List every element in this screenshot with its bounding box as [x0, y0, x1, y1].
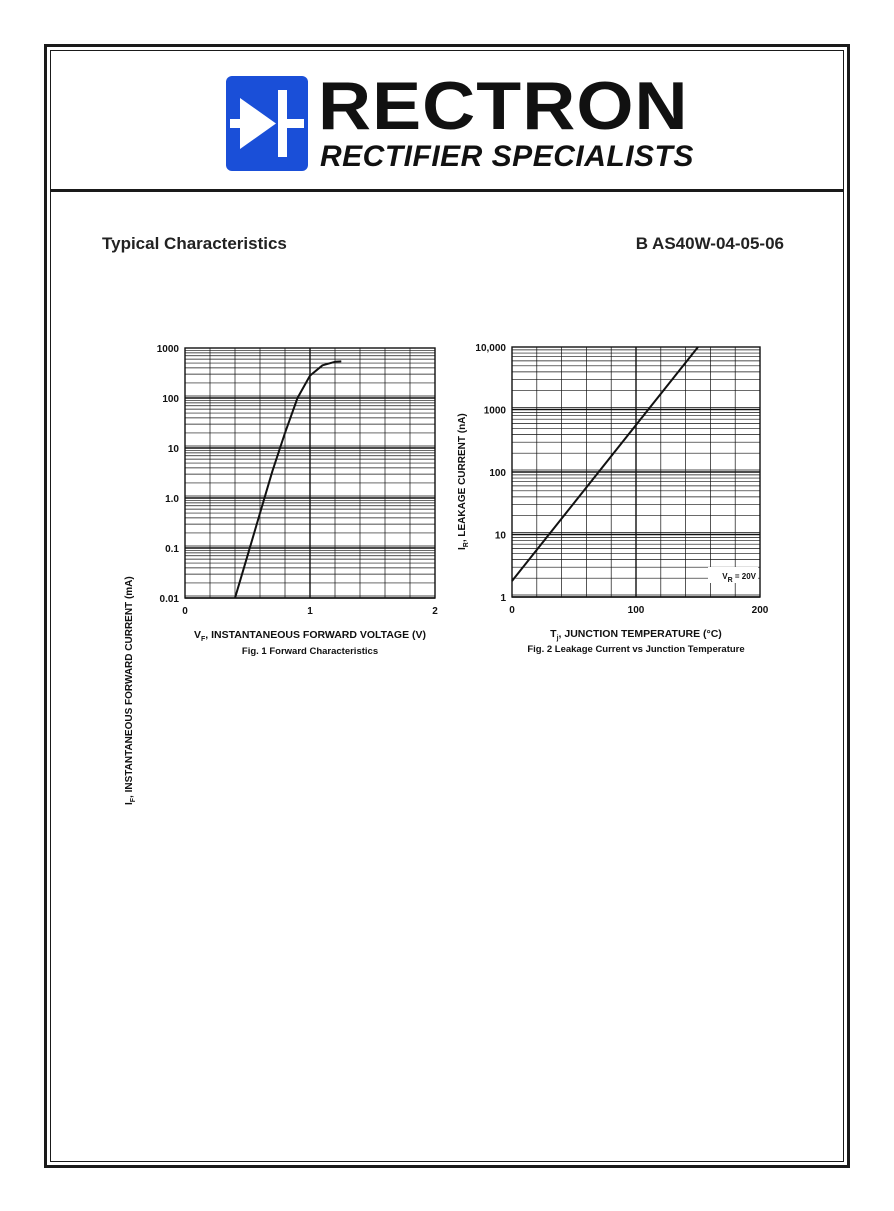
- chart1-y-tick-label: 0.1: [165, 544, 179, 555]
- chart1-x-axis-label: $V_F$, INSTANTANEOUS FORWARD VOLTAGE (V): [194, 629, 426, 643]
- chart2-annotation: [708, 567, 758, 584]
- chart2-y-tick-label: 1: [500, 593, 506, 604]
- chart1-y-tick-label: 1.0: [165, 494, 179, 505]
- chart2-y-tick-label: 10: [494, 530, 506, 542]
- chart1-y-axis-label: $I_F$, INSTANTANEOUS FORWARD CURRENT (mA): [124, 576, 137, 805]
- chart1-y-tick-label: 10: [167, 444, 179, 455]
- chart1-caption: Fig. 1 Forward Characteristics: [241, 646, 379, 657]
- chart1-x-tick-label: 0: [182, 606, 188, 617]
- chart2-y-axis-label: $I_R$, LEAKAGE CURRENT (nA): [457, 413, 470, 550]
- chart2-grid: [512, 347, 760, 597]
- chart2-x-tick-label: 200: [751, 605, 769, 616]
- brand-name: RECTRON: [318, 68, 689, 144]
- chart1-x-tick-label: 1: [307, 606, 313, 617]
- brand-tagline: RECTIFIER SPECIALISTS: [320, 140, 694, 173]
- chart2-y-tick-label: 1000: [483, 405, 506, 417]
- chart1-x-tick-label: 2: [432, 606, 438, 617]
- forward-characteristics-chart: [110, 330, 455, 805]
- chart2-x-tick-label: 0: [509, 605, 515, 616]
- section-title: Typical Characteristics: [102, 234, 287, 253]
- leakage-current-chart: [455, 330, 785, 660]
- chart1-y-tick-label: 1000: [156, 344, 179, 355]
- chart2-y-tick-label: 100: [489, 468, 506, 479]
- chart2-y-tick-label: 10,000: [475, 343, 506, 354]
- chart1-y-tick-label: 0.01: [159, 594, 179, 605]
- chart2-x-axis-label: $T_j$, JUNCTION TEMPERATURE (°C): [550, 628, 722, 642]
- part-number: B AS40W-04-05-06: [635, 234, 784, 253]
- chart1-grid: [185, 348, 435, 598]
- chart2-x-tick-label: 100: [627, 605, 645, 616]
- chart2-annotation-text: VR = 20V: [722, 572, 756, 584]
- rectron-diode-logo-icon: [226, 76, 308, 171]
- chart2-caption: Fig. 2 Leakage Current vs Junction Temperature: [527, 644, 745, 655]
- header-divider: [50, 189, 844, 192]
- chart1-y-tick-label: 100: [162, 394, 179, 405]
